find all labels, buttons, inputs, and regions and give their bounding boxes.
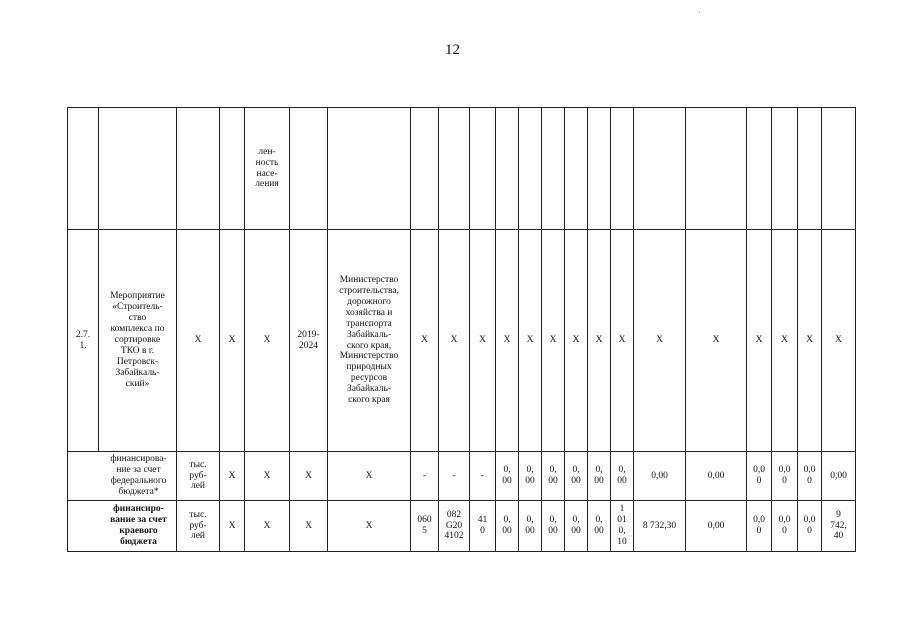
cell-value: 0, 00	[565, 501, 588, 552]
cell-x: X	[290, 452, 328, 501]
cell-value: 0, 00	[611, 452, 634, 501]
page-number: 12	[445, 42, 460, 58]
cell-value: 0, 00	[496, 452, 519, 501]
regional-budget-label: финансиро- вание за счет краевого бюджета	[68, 501, 177, 552]
cell-empty	[68, 108, 99, 230]
cell-x: X	[290, 501, 328, 552]
cell-empty	[798, 108, 822, 230]
cell-value: 0, 00	[519, 452, 542, 501]
cell-value: 0, 00	[542, 452, 565, 501]
cell-total: 0,00	[822, 452, 856, 501]
cell-empty	[177, 108, 220, 230]
cell-x: X	[822, 230, 856, 452]
cell-value: 0,0 0	[747, 501, 772, 552]
cell-value: 0, 00	[542, 501, 565, 552]
cell-x: X	[519, 230, 542, 452]
vr-code: 41 0	[470, 501, 496, 552]
cell-x: X	[611, 230, 634, 452]
cell-value: 0, 00	[588, 452, 611, 501]
cell-x: X	[686, 230, 747, 452]
cell-x: X	[245, 501, 290, 552]
cell-x: X	[439, 230, 470, 452]
cell-x: X	[470, 230, 496, 452]
federal-budget-row	[68, 452, 856, 501]
cell-empty	[822, 108, 856, 230]
cell-x: X	[220, 452, 245, 501]
cell-empty	[565, 108, 588, 230]
cell-x: X	[634, 230, 686, 452]
cell-value: 0,00	[686, 452, 747, 501]
cell-value-2024: 1 01 0, 10	[611, 501, 634, 552]
cell-total: 9 742, 40	[822, 501, 856, 552]
cell-empty	[588, 108, 611, 230]
cell-empty	[290, 108, 328, 230]
cell-dash: -	[470, 452, 496, 501]
cell-x: X	[328, 501, 411, 552]
cell-empty	[686, 108, 747, 230]
cell-x: X	[772, 230, 798, 452]
activity-code: 2.7. 1.	[68, 230, 99, 452]
cell-empty	[772, 108, 798, 230]
activity-period: 2019- 2024	[290, 230, 328, 452]
cell-empty	[611, 108, 634, 230]
cell-empty	[496, 108, 519, 230]
cell-empty	[519, 108, 542, 230]
cell-value: 0,0 0	[798, 501, 822, 552]
cell-empty	[542, 108, 565, 230]
cell-value: 0,0 0	[772, 452, 798, 501]
cell-x: X	[177, 230, 220, 452]
cell-value: 0, 00	[588, 501, 611, 552]
cell-value: 0,0 0	[747, 452, 772, 501]
cell-value: 0,0 0	[798, 452, 822, 501]
cell-empty	[470, 108, 496, 230]
kbk-code: 082 G20 4102	[439, 501, 470, 552]
cell-x: X	[588, 230, 611, 452]
cell-value: 0,00	[634, 452, 686, 501]
unit-cell: тыс. руб- лей	[177, 501, 220, 552]
activity-row	[68, 230, 856, 452]
cell-dash: -	[411, 452, 439, 501]
cell-x: X	[245, 230, 290, 452]
cell-x: X	[798, 230, 822, 452]
cell-empty	[411, 108, 439, 230]
cell-empty	[747, 108, 772, 230]
cell-value: 0, 00	[496, 501, 519, 552]
cell-empty	[99, 108, 177, 230]
cell-x: X	[328, 452, 411, 501]
cell-value: 0,0 0	[772, 501, 798, 552]
cell-x: X	[542, 230, 565, 452]
cell-empty	[634, 108, 686, 230]
cell-x: X	[496, 230, 519, 452]
unit-cell: тыс. руб- лей	[177, 452, 220, 501]
cell-value: 0, 00	[519, 501, 542, 552]
cell-value: 0,00	[686, 501, 747, 552]
scan-speck	[699, 12, 700, 13]
cell-x: X	[245, 452, 290, 501]
regional-budget-row	[68, 501, 856, 552]
header-continuation-row	[68, 108, 856, 230]
cell-x: X	[565, 230, 588, 452]
cell-x: X	[411, 230, 439, 452]
activity-executor: Министерство строительства, дорожного хозяйства и транспорта Забайкаль- ского края, Министерство природных ресурсов Забайкаль- ского края	[328, 230, 411, 452]
cell-value: 0, 00	[565, 452, 588, 501]
cell-empty	[328, 108, 411, 230]
cell-empty	[220, 108, 245, 230]
cell-empty	[439, 108, 470, 230]
cell-x: X	[747, 230, 772, 452]
grbs-code: 060 5	[411, 501, 439, 552]
cell-dash: -	[439, 452, 470, 501]
cell-value-2025: 8 732,30	[634, 501, 686, 552]
population-header-cell: лен- ность насе- ления	[245, 108, 290, 230]
federal-budget-label: финансирова- ние за счет федерального бюджета*	[68, 452, 177, 501]
program-table	[67, 107, 856, 552]
cell-x: X	[220, 230, 245, 452]
activity-name: Мероприятие «Строитель- ство комплекса по сортировке ТКО в г. Петровск- Забайкаль- ский»	[99, 230, 177, 452]
cell-x: X	[220, 501, 245, 552]
